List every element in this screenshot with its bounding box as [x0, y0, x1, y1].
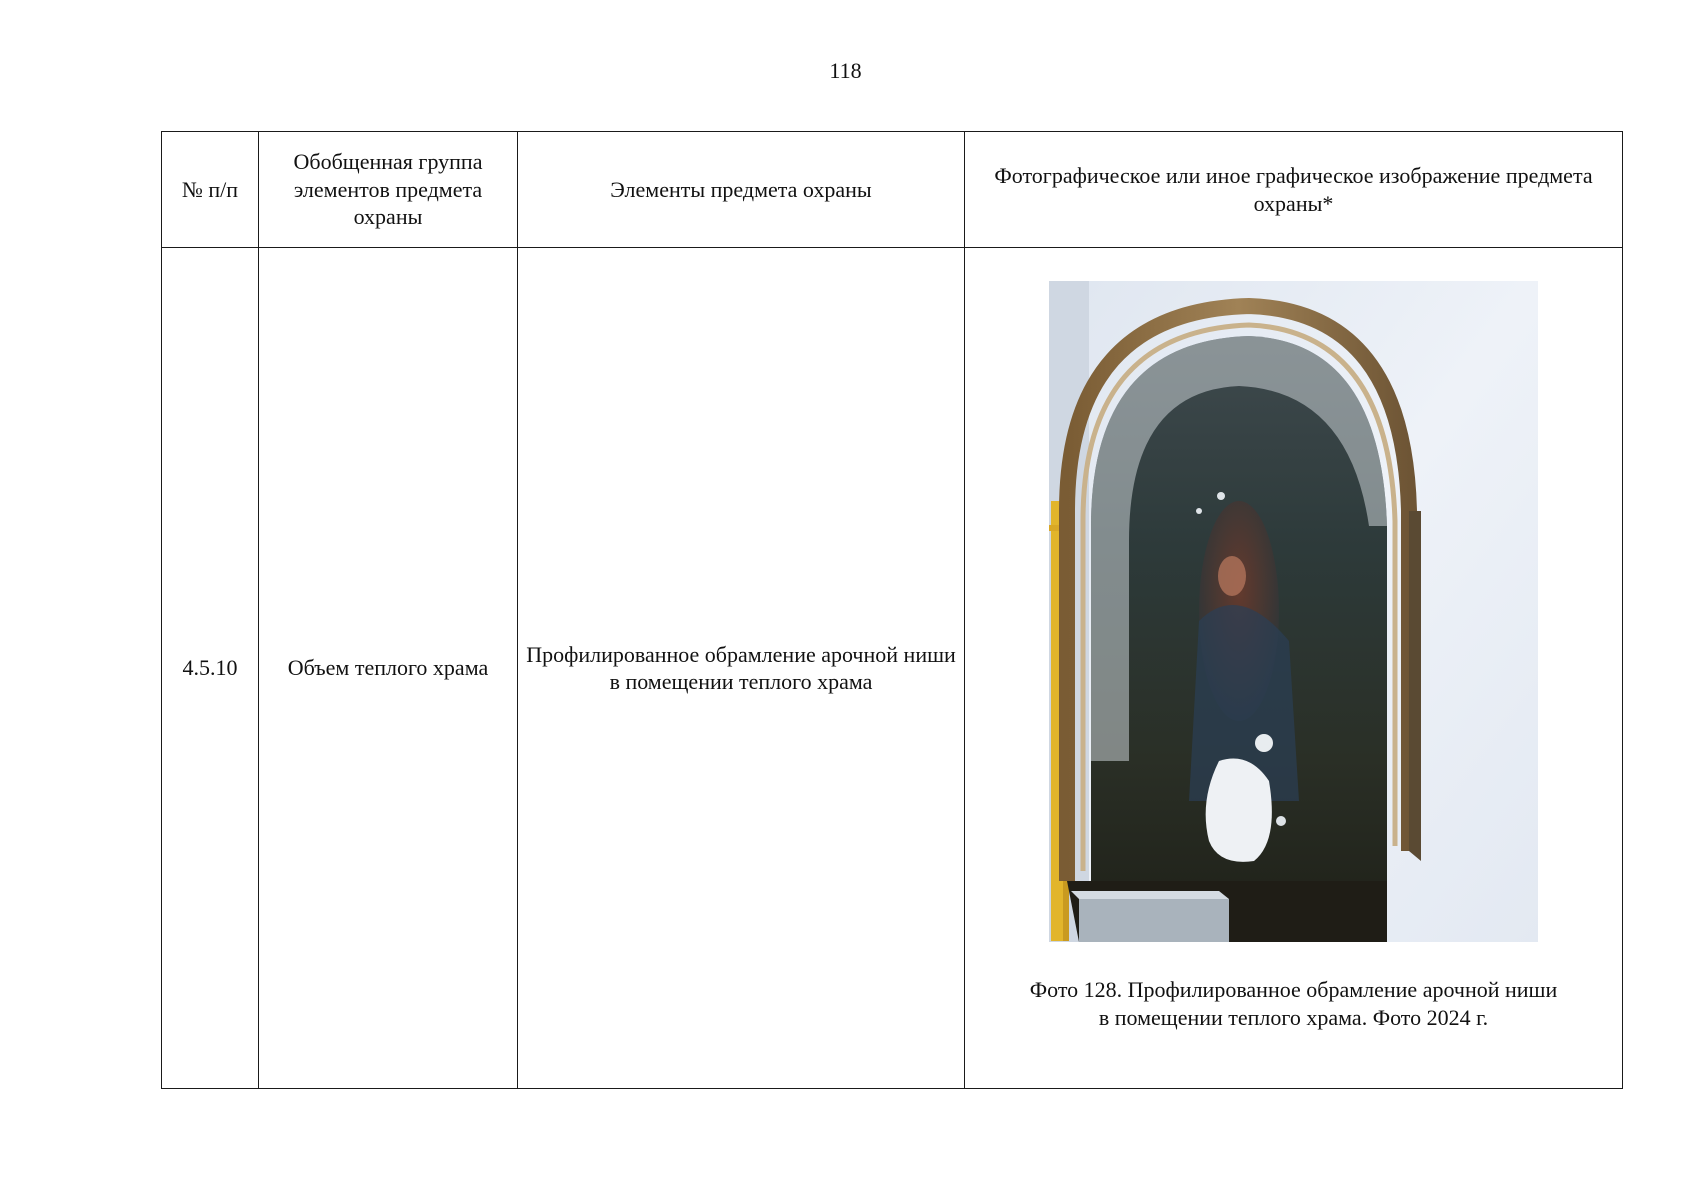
row-photo-cell — [965, 248, 1623, 1089]
photo-caption-line-2: в помещении теплого храма. Фото 2024 г. — [1098, 1004, 1489, 1030]
row-number: 4.5.10 — [162, 248, 259, 1089]
photo-caption-line-1: Фото 128. Профилированное обрамление арочной ниши — [1029, 977, 1558, 1002]
header-elements: Элементы предмета охраны — [518, 132, 965, 248]
header-photo: Фотографическое или иное графическое изображение предмета охраны* — [965, 132, 1623, 248]
row-group: Объем теплого храма — [259, 248, 518, 1089]
row-element: Профилированное обрамление арочной ниши в помещении теплого храма — [518, 248, 965, 1089]
photo-caption — [973, 976, 1614, 1031]
page-number: 118 — [829, 58, 862, 83]
table-row — [162, 248, 1623, 1089]
header-number: № п/п — [162, 132, 259, 248]
header-group: Обобщенная группа элементов предмета охраны — [259, 132, 518, 248]
protection-table — [161, 131, 1623, 1089]
table-header-row — [162, 132, 1623, 248]
niche-photo — [1049, 281, 1538, 942]
